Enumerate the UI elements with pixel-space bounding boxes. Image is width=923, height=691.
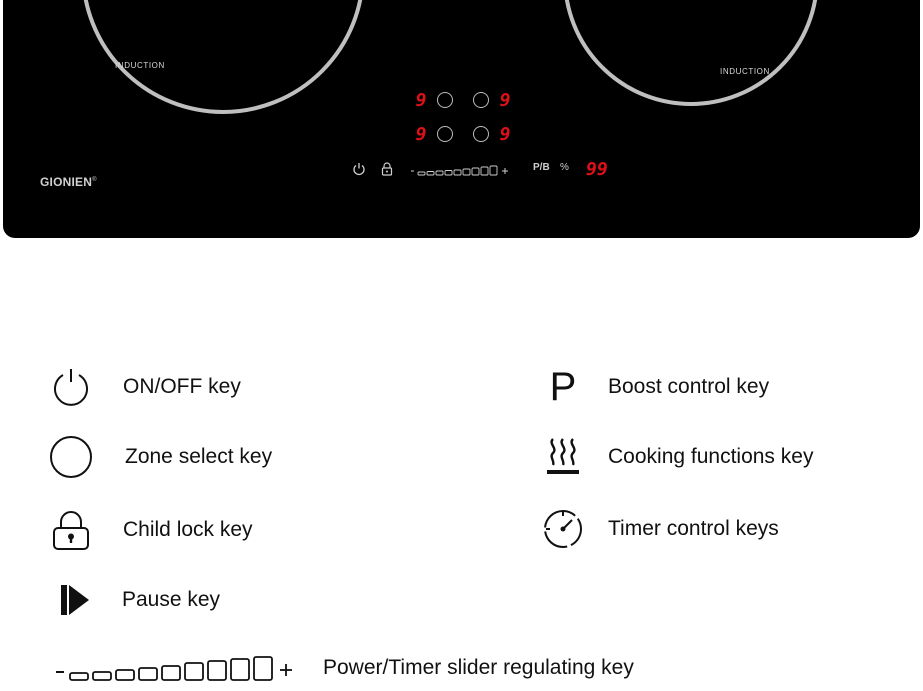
zone-row-1 bbox=[413, 90, 523, 110]
right-cooking-zone bbox=[563, 0, 819, 106]
timer-display: 99 bbox=[586, 159, 608, 180]
on-off-label: ON/OFF key bbox=[123, 375, 241, 398]
zone-row-2 bbox=[413, 124, 523, 144]
legend-on-off bbox=[46, 364, 241, 410]
zone-controls bbox=[413, 90, 523, 158]
legend-timer bbox=[538, 506, 779, 552]
padlock-icon bbox=[46, 507, 96, 553]
child-lock-label: Child lock key bbox=[123, 518, 253, 541]
panel-power-icon[interactable] bbox=[352, 162, 366, 181]
panel-slider-icon[interactable] bbox=[410, 164, 520, 183]
heat-waves-icon bbox=[538, 434, 588, 480]
power-icon bbox=[46, 364, 96, 410]
brand-logo bbox=[40, 175, 97, 189]
cooking-functions-label: Cooking functions key bbox=[608, 445, 814, 468]
control-strip bbox=[348, 160, 638, 180]
legend-child-lock bbox=[46, 507, 253, 553]
zone-select-key-right-2[interactable] bbox=[473, 126, 489, 142]
left-zone-label: INDUCTION bbox=[115, 61, 165, 70]
slider-label: Power/Timer slider regulating key bbox=[323, 656, 634, 679]
panel-lock-icon[interactable] bbox=[380, 162, 394, 181]
boost-p-glyph: P bbox=[549, 365, 577, 409]
timer-label: Timer control keys bbox=[608, 517, 779, 540]
zone-select-label: Zone select key bbox=[125, 445, 273, 468]
zone-display-left-2: 9 bbox=[415, 123, 427, 145]
legend-pause bbox=[48, 577, 220, 623]
legend-zone-select bbox=[46, 434, 272, 480]
slider-icon bbox=[54, 650, 299, 686]
boost-label: Boost control key bbox=[608, 375, 770, 398]
brand-registered-mark: ® bbox=[92, 177, 97, 183]
zone-circle-icon bbox=[46, 434, 96, 480]
left-cooking-zone bbox=[81, 0, 365, 114]
panel-boost-icon[interactable]: P/B bbox=[533, 162, 550, 173]
brand-name: GIONIEN bbox=[40, 175, 93, 189]
zone-select-key-right-1[interactable] bbox=[473, 92, 489, 108]
pause-play-icon bbox=[48, 577, 98, 623]
legend-boost bbox=[538, 364, 769, 410]
timer-dial-icon bbox=[538, 506, 588, 552]
zone-select-key-left-2[interactable] bbox=[437, 126, 453, 142]
zone-select-key-left-1[interactable] bbox=[437, 92, 453, 108]
panel-cooking-functions-icon[interactable]: % bbox=[560, 162, 569, 173]
right-zone-label: INDUCTION bbox=[720, 67, 770, 76]
zone-display-right-2: 9 bbox=[499, 123, 511, 145]
zone-display-left-1: 9 bbox=[415, 89, 427, 111]
cooktop-panel bbox=[3, 0, 920, 238]
legend-slider bbox=[54, 650, 634, 686]
legend-cooking-functions bbox=[538, 434, 813, 480]
pause-label: Pause key bbox=[122, 588, 221, 611]
boost-p-icon bbox=[538, 364, 588, 410]
zone-display-right-1: 9 bbox=[499, 89, 511, 111]
